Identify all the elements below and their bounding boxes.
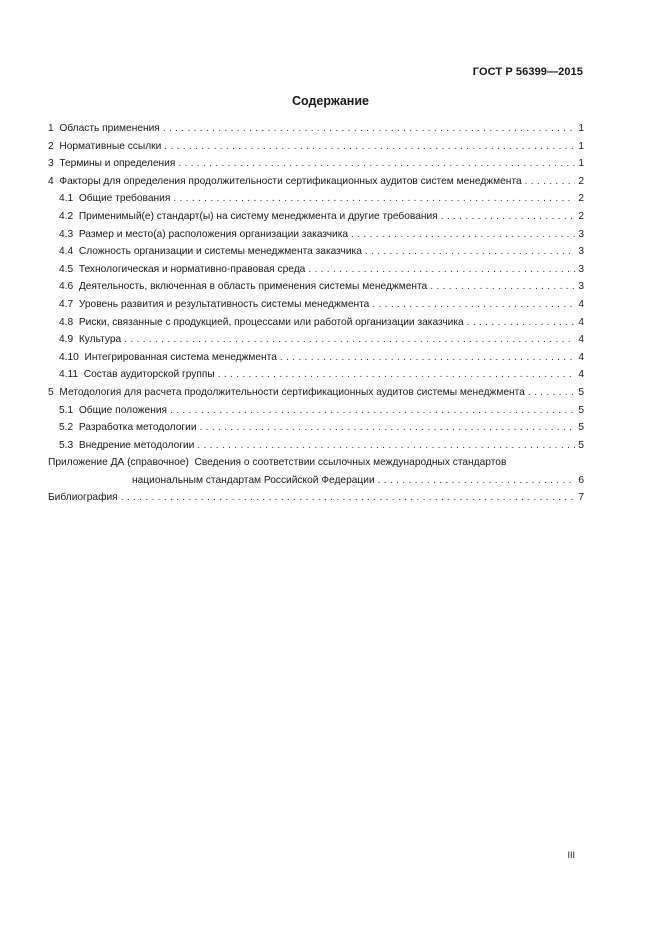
toc-entry-number: 4.11 xyxy=(59,369,79,381)
toc-entry-page: 3 xyxy=(578,281,584,293)
toc-entry-page: 2 xyxy=(578,210,584,222)
toc-entry-annex-continued[interactable] xyxy=(48,472,584,490)
dot-leader xyxy=(441,208,576,226)
toc-entry-page: 4 xyxy=(578,351,584,363)
toc-entry[interactable] xyxy=(48,261,584,279)
dot-leader xyxy=(178,155,575,173)
dot-leader xyxy=(525,173,576,191)
toc-entry-number: 4.8 xyxy=(59,316,74,328)
table-of-contents xyxy=(48,120,584,507)
toc-entry-number: 4 xyxy=(48,175,54,187)
dot-leader xyxy=(528,384,575,402)
bibliography-title: Библиография xyxy=(48,492,118,504)
document-code: ГОСТ Р 56399—2015 xyxy=(472,66,583,78)
toc-entry-number: 4.10 xyxy=(59,351,79,363)
toc-entry[interactable] xyxy=(48,296,584,314)
dot-leader xyxy=(280,349,575,367)
dot-leader xyxy=(163,120,576,138)
toc-entry[interactable] xyxy=(48,419,584,437)
toc-entry[interactable] xyxy=(48,190,584,208)
toc-entry-number: 4.2 xyxy=(59,210,74,222)
page-number: III xyxy=(567,850,575,860)
toc-entry-page: 3 xyxy=(578,246,584,258)
toc-entry-page: 2 xyxy=(578,193,584,205)
toc-entry-number: 4.7 xyxy=(59,298,74,310)
dot-leader xyxy=(308,261,575,279)
toc-entry[interactable] xyxy=(48,243,584,261)
dot-leader xyxy=(365,243,575,261)
toc-entry[interactable] xyxy=(48,331,584,349)
toc-heading: Содержание xyxy=(291,94,369,108)
toc-entry-title: Общие положения xyxy=(78,404,168,416)
dot-leader xyxy=(164,138,575,156)
toc-entry[interactable] xyxy=(48,366,584,384)
toc-entry-title: Область применения xyxy=(59,123,160,134)
toc-entry-page: 4 xyxy=(578,334,584,346)
toc-entry-page: 4 xyxy=(578,316,584,328)
toc-entry-page: 3 xyxy=(578,228,584,240)
toc-entry-title: Интегрированная система менеджмента xyxy=(84,351,277,363)
toc-entry-number: 5.1 xyxy=(59,404,74,416)
toc-entry[interactable] xyxy=(48,155,584,173)
toc-entry-title: Размер и место(а) расположения организации заказчика xyxy=(78,228,349,240)
toc-entry[interactable] xyxy=(48,173,584,191)
toc-entry-page: 2 xyxy=(578,175,584,187)
toc-entry[interactable] xyxy=(48,208,584,226)
dot-leader xyxy=(200,419,576,437)
dot-leader xyxy=(173,190,575,208)
toc-entry-title: Нормативные ссылки xyxy=(59,140,162,152)
toc-entry[interactable] xyxy=(48,120,584,138)
toc-entry-title: Уровень развития и результативность системы менеджмента xyxy=(78,298,370,310)
toc-entry-annex[interactable] xyxy=(48,454,584,472)
toc-entry-title: Разработка методологии xyxy=(78,422,197,434)
annex-title-line2: национальным стандартам Российской Федерации xyxy=(132,474,375,486)
toc-entry-title: Термины и определения xyxy=(59,158,176,170)
toc-entry-number: 4.9 xyxy=(59,334,74,346)
toc-entry-title: Общие требования xyxy=(78,193,171,205)
toc-entry-number: 2 xyxy=(48,140,54,152)
toc-entry[interactable] xyxy=(48,349,584,367)
toc-entry-number: 5.3 xyxy=(59,439,74,451)
toc-entry-number: 1 xyxy=(48,123,54,134)
dot-leader xyxy=(430,278,575,296)
toc-entry-title: Внедрение методологии xyxy=(78,439,195,451)
toc-entry-number: 4.1 xyxy=(59,193,74,205)
toc-entry-page: 1 xyxy=(578,158,584,170)
toc-entry-page: 1 xyxy=(578,140,584,152)
toc-entry-number: 5.2 xyxy=(59,422,74,434)
dot-leader xyxy=(378,472,576,490)
toc-entry-title: Состав аудиторской группы xyxy=(83,369,215,381)
annex-page: 6 xyxy=(578,474,584,486)
toc-entry-number: 4.4 xyxy=(59,246,74,258)
dot-leader xyxy=(372,296,575,314)
toc-entry-number: 4.5 xyxy=(59,263,74,275)
dot-leader xyxy=(121,489,576,507)
toc-entry-page: 5 xyxy=(578,386,584,398)
toc-entry[interactable] xyxy=(48,402,584,420)
toc-entry-number: 5 xyxy=(48,386,54,398)
toc-entry-page: 5 xyxy=(578,404,584,416)
toc-entry-number: 4.6 xyxy=(59,281,74,293)
annex-title-line1: Сведения о соответствии ссылочных международных стандартов xyxy=(194,457,507,469)
toc-entry-title: Риски, связанные с продукцией, процессами или работой организации заказчика xyxy=(78,316,464,328)
toc-entry-page: 1 xyxy=(578,123,584,134)
toc-entry-page: 3 xyxy=(578,263,584,275)
toc-entry-list xyxy=(48,120,584,454)
toc-entry[interactable] xyxy=(48,437,584,455)
toc-entry-number: 3 xyxy=(48,158,54,170)
dot-leader xyxy=(351,226,575,244)
annex-label: Приложение ДА (справочное) xyxy=(48,457,189,469)
toc-entry[interactable] xyxy=(48,278,584,296)
toc-entry-title: Методология для расчета продолжительности сертификационных аудитов системы менеджмента xyxy=(59,386,525,398)
toc-entry-page: 5 xyxy=(578,439,584,451)
toc-entry-title: Культура xyxy=(78,334,122,346)
toc-entry[interactable] xyxy=(48,138,584,156)
toc-entry-page: 4 xyxy=(578,298,584,310)
toc-entry[interactable] xyxy=(48,314,584,332)
dot-leader xyxy=(467,314,576,332)
dot-leader xyxy=(124,331,575,349)
toc-entry-title: Факторы для определения продолжительности сертификационных аудитов систем менеджмента xyxy=(59,175,522,187)
toc-entry-title: Применимый(е) стандарт(ы) на систему менеджмента и другие требования xyxy=(78,210,438,222)
dot-leader xyxy=(218,366,576,384)
toc-entry[interactable] xyxy=(48,226,584,244)
toc-entry[interactable] xyxy=(48,384,584,402)
toc-entry-title: Деятельность, включенная в область применения системы менеджмента xyxy=(78,281,428,293)
dot-leader xyxy=(170,402,575,420)
bibliography-page: 7 xyxy=(578,492,584,504)
toc-entry-page: 5 xyxy=(578,422,584,434)
toc-entry-bibliography[interactable] xyxy=(48,489,584,507)
dot-leader xyxy=(197,437,575,455)
toc-entry-page: 4 xyxy=(578,369,584,381)
toc-entry-number: 4.3 xyxy=(59,228,74,240)
toc-entry-title: Технологическая и нормативно-правовая среда xyxy=(78,263,306,275)
toc-entry-title: Сложность организации и системы менеджмента заказчика xyxy=(78,246,362,258)
